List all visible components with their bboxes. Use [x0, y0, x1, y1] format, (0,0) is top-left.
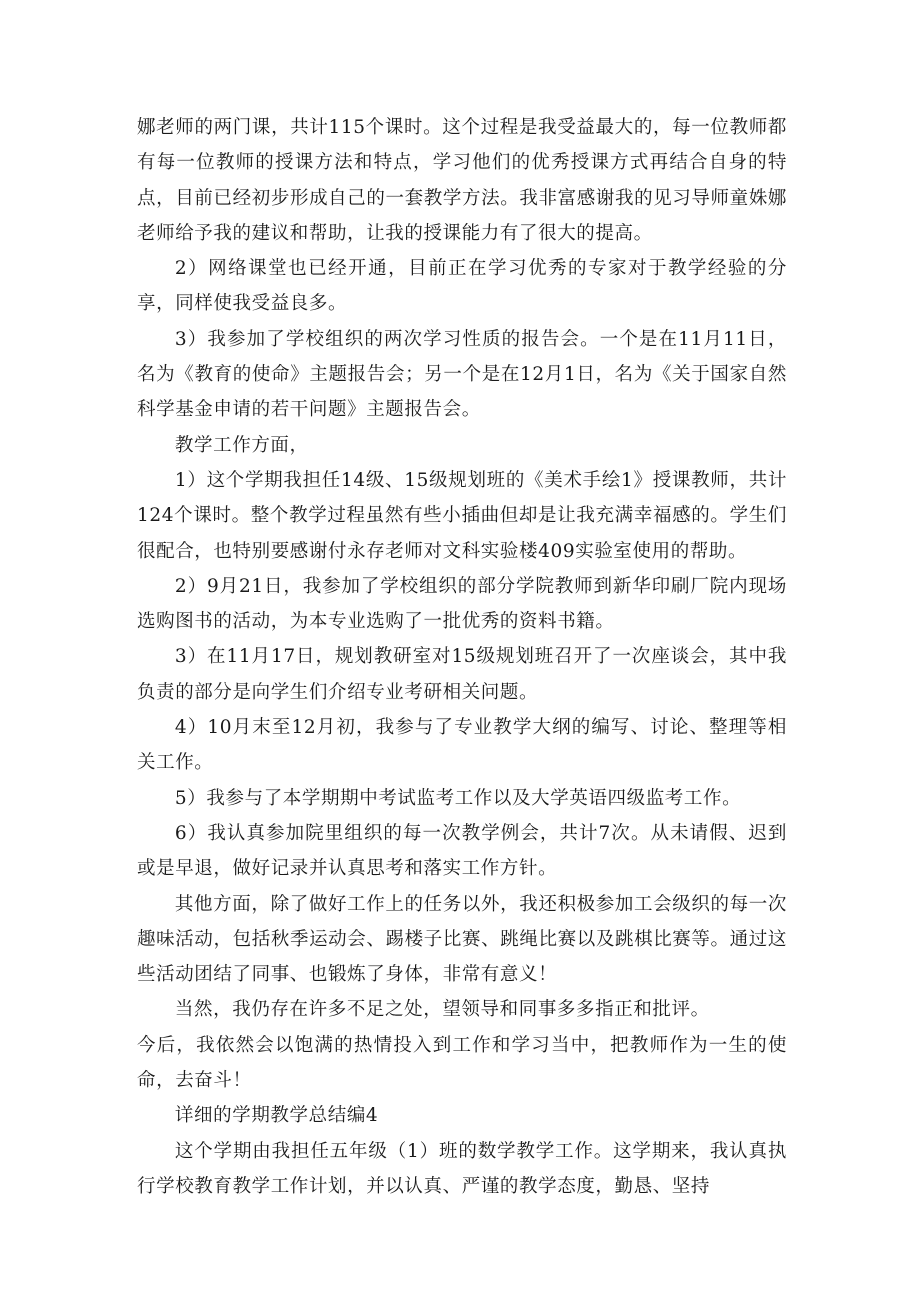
paragraph-1: 娜老师的两门课，共计115个课时。这个过程是我受益最大的，每一位教师都有每一位教师的授课方法和特点，学习他们的优秀授课方式再结合自身的特点，目前已经初步形成自己的一套教学方法。我非富感谢我的见习导师童姝娜老师给予我的建议和帮助，让我的授课能力有了很大的提高。 — [137, 117, 787, 244]
paragraph-3: 3）我参加了学校组织的两次学习性质的报告会。一个是在11月11日，名为《教育的使命》主题报告会；另一个是在12月1日，名为《关于国家自然科学基金申请的若干问题》主题报告会。 — [137, 328, 787, 421]
section-title: 详细的学期教学总结编4 — [174, 1105, 379, 1127]
paragraph-11: 其他方面，除了做好工作上的任务以外，我还积极参加工会级织的每一次趣味活动，包括秋季运动会、踢楼子比赛、跳绳比赛以及跳棋比赛等。通过这些活动团结了同事、也锻炼了身体，非常有意义！ — [137, 893, 787, 986]
paragraph-15: 这个学期由我担任五年级（1）班的数学教学工作。这学期来，我认真执行学校教育教学工作计划，并以认真、严谨的教学态度，勤恳、坚持 — [137, 1140, 787, 1197]
paragraph-7: 3）在11月17日，规划教研室对15级规划班召开了一次座谈会，其中我负责的部分是向学生们介绍专业考研相关问题。 — [137, 646, 787, 703]
paragraph-6: 2）9月21日，我参加了学校组织的部分学院教师到新华印刷厂院内现场选购图书的活动，为本专业选购了一批优秀的资料书籍。 — [137, 575, 787, 633]
paragraph-10: 6）我认真参加院里组织的每一次教学例会，共计7次。从未请假、迟到或是早退，做好记录并认真思考和落实工作方针。 — [137, 822, 787, 880]
paragraph-2: 2）网络课堂也已经开通，目前正在学习优秀的专家对于教学经验的分享，同样使我受益良多。 — [137, 258, 787, 315]
section-heading-teaching: 教学工作方面， — [174, 434, 309, 456]
paragraph-8: 4）10月末至12月初，我参与了专业教学大纲的编写、讨论、整理等相关工作。 — [137, 717, 787, 774]
paragraph-12: 当然，我仍存在许多不足之处，望领导和同事多多指正和批评。 — [174, 999, 710, 1021]
paragraph-13: 今后，我依然会以饱满的热情投入到工作和学习当中，把教师作为一生的使命，去奋斗！ — [137, 1034, 787, 1092]
paragraph-9: 5）我参与了本学期期中考试监考工作以及大学英语四级监考工作。 — [174, 787, 742, 809]
paragraph-5: 1）这个学期我担任14级、15级规划班的《美术手绘1》授课教师，共计124个课时。整个教学过程虽然有些小插曲但却是让我充满幸福感的。学生们很配合，也特别要感谢付永存老师对文科实验楼409实验室使用的帮助。 — [137, 469, 787, 562]
document-body — [137, 110, 787, 1204]
